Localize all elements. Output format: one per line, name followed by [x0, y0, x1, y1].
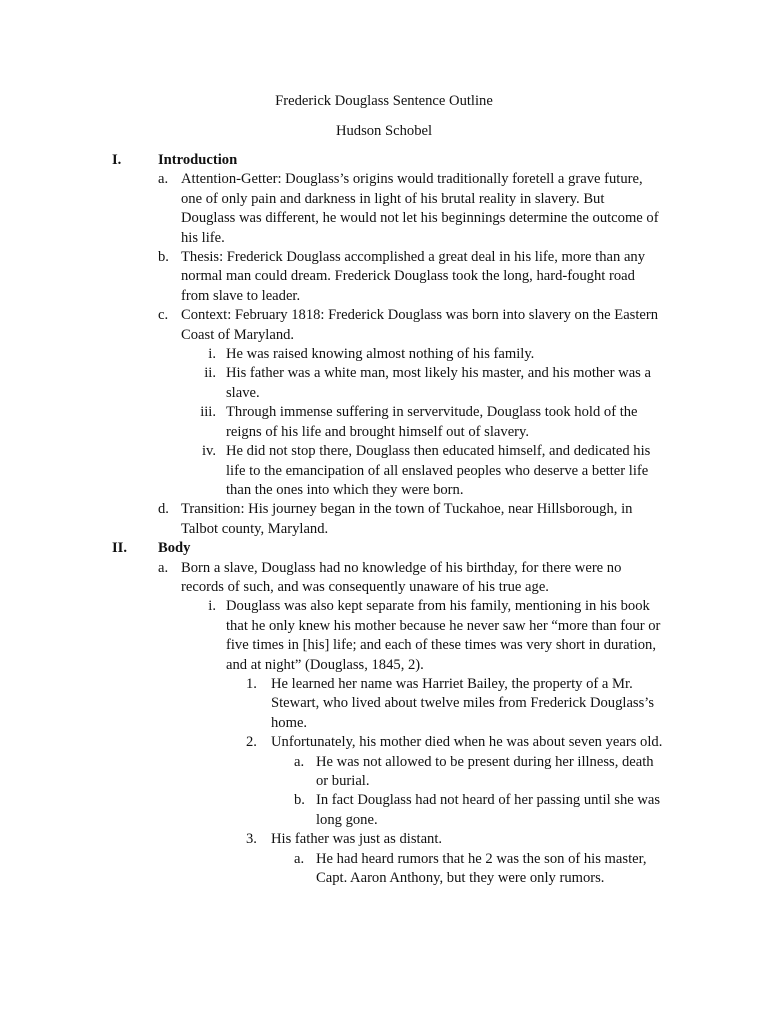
outline-item: [0, 170, 768, 248]
outline-text: In fact Douglass had not heard of her passing until she was long gone.: [316, 792, 661, 828]
outline-marker: iv.: [201, 443, 216, 460]
outline-text: Unfortunately, his mother died when he was about seven years old.: [271, 734, 663, 751]
outline-detail-item: [0, 753, 768, 792]
outline-marker: b.: [158, 249, 169, 266]
document-title: Frederick Douglass Sentence Outline: [275, 93, 493, 109]
outline-marker: a.: [294, 753, 305, 770]
outline-text: He did not stop there, Douglass then educated himself, and dedicated his life to the emancipation of all enslaved peoples who deserve a better life than the ones into which they were born.: [226, 443, 651, 498]
outline-text: Through immense suffering in servervitude, Douglass took hold of the reigns of his life and brought himself out of slavery.: [226, 404, 638, 440]
outline-item: [0, 500, 768, 539]
outline-text: His father was a white man, most likely his master, and his mother was a slave.: [226, 365, 651, 401]
outline-item: [0, 559, 768, 598]
outline-text: Transition: His journey began in the town of Tuckahoe, near Hillsborough, in Talbot county, Maryland.: [181, 501, 633, 537]
outline: [0, 151, 768, 888]
outline-marker: a.: [294, 850, 305, 867]
outline-text: Douglass was also kept separate from his family, mentioning in his book that he only knew his mother because he never saw her “more than four or five times in [his] life; and each of these times was very short in duration, and at night” (Douglass, 1845, 2).: [226, 598, 661, 673]
outline-text: He was raised knowing almost nothing of his family.: [226, 346, 535, 363]
outline-marker: 2.: [246, 734, 257, 751]
outline-marker: a.: [158, 559, 169, 576]
outline-text: Introduction: [158, 152, 238, 168]
outline-text: Thesis: Frederick Douglass accomplished a great deal in his life, more than any normal man could dream. Frederick Douglass took the long, hard-fought road from slave to leader.: [181, 249, 646, 304]
outline-subitem: [0, 403, 768, 442]
outline-section: [0, 539, 768, 558]
outline-marker: iii.: [200, 404, 216, 421]
outline-subitem: [0, 345, 768, 364]
outline-marker: d.: [158, 501, 169, 518]
outline-text: His father was just as distant.: [271, 831, 443, 848]
outline-subitem: [0, 597, 768, 675]
outline-subitem: [0, 442, 768, 500]
outline-marker: a.: [158, 171, 169, 188]
outline-text: He had heard rumors that he 2 was the son of his master, Capt. Aaron Anthony, but they were only rumors.: [316, 850, 647, 887]
outline-section: [0, 151, 768, 170]
outline-numbered-item: [0, 733, 768, 752]
outline-marker: 3.: [246, 831, 257, 848]
outline-marker: c.: [158, 307, 169, 324]
outline-marker: II.: [112, 540, 128, 557]
outline-item: [0, 306, 768, 345]
outline-numbered-item: [0, 675, 768, 733]
outline-marker: I.: [112, 152, 122, 168]
outline-marker: b.: [294, 792, 305, 809]
outline-item: [0, 248, 768, 306]
outline-text: Born a slave, Douglass had no knowledge of his birthday, for there were no records of such, and was consequently unaware of his true age.: [181, 559, 622, 595]
outline-subitem: [0, 364, 768, 403]
outline-marker: i.: [208, 346, 216, 363]
outline-text: Context: February 1818: Frederick Douglass was born into slavery on the Eastern Coast of Maryland.: [181, 307, 659, 343]
outline-numbered-item: [0, 830, 768, 849]
outline-marker: ii.: [204, 365, 216, 382]
outline-marker: 1.: [246, 675, 257, 692]
document-author: Hudson Schobel: [335, 123, 433, 139]
outline-detail-item: [0, 791, 768, 830]
outline-marker: i.: [208, 598, 216, 615]
outline-text: He was not allowed to be present during her illness, death or burial.: [316, 753, 654, 789]
outline-text: Body: [158, 540, 191, 557]
outline-text: He learned her name was Harriet Bailey, the property of a Mr. Stewart, who lived about twelve miles from Frederick Douglass’s home.: [271, 675, 655, 731]
outline-text: Attention-Getter: Douglass’s origins would traditionally foretell a grave future, one of only pain and darkness in light of his brutal reality in slavery. But Douglass was different, he would not let his beginnings determine the outcome of his life.: [181, 171, 659, 246]
outline-detail-item: [0, 850, 768, 889]
